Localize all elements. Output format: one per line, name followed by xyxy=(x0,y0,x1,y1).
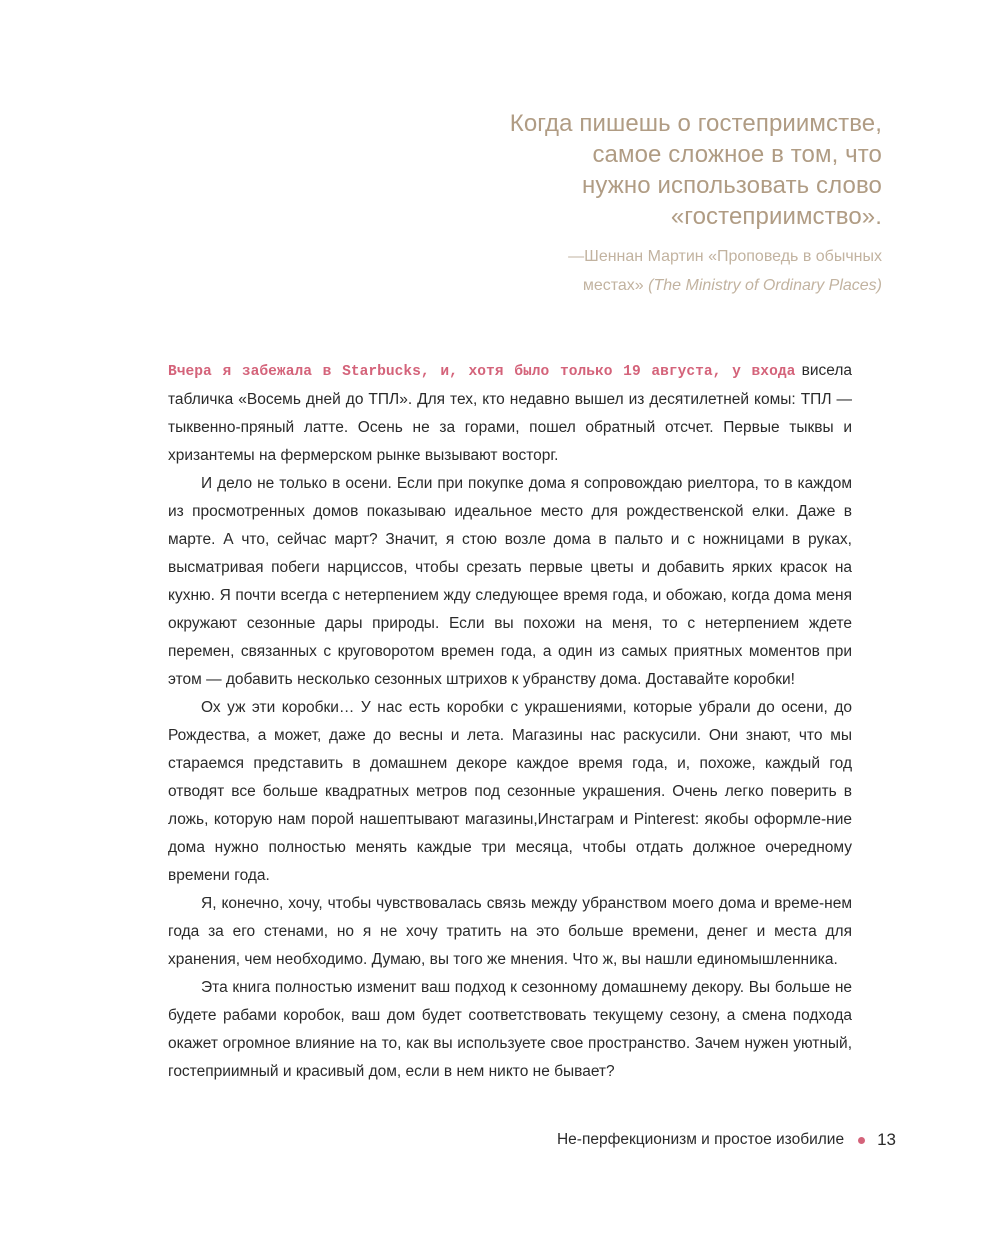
attribution-line-2 xyxy=(362,271,882,300)
paragraph-1 xyxy=(168,357,852,470)
epigraph-quote-line: «гостеприимство». xyxy=(670,203,882,230)
paragraph-2: И дело не только в осени. Если при покупке дома я сопровождаю риелтора, то в каждом из просмотренных домов показываю идеальное место для рождественской елки. Даже в марте. А что, сейчас март? Значит, я стою возле дома в пальто и с ножницами в руках, высматривая побеги нарциссов, чтобы срезать первые цветы и добавить ярких красок на кухню. Я почти всегда с нетерпением жду следующее время года, и обожаю, когда дома меня окружают сезонные дары природы. Если вы похожи на меня, то с нетерпением ждете перемен, связанных с круговоротом времен года, а один из самых приятных моментов при этом — добавить несколько сезонных штрихов к убранству дома. Доставайте коробки! xyxy=(168,475,852,688)
lead-in: Вчера я забежала в Starbucks, и, хотя было только 19 августа, у входа xyxy=(168,364,796,380)
page-footer xyxy=(557,1130,896,1150)
epigraph-quote-line: нужно использовать слово xyxy=(582,172,882,199)
page-number: 13 xyxy=(877,1130,896,1149)
epigraph-quote-line: Когда пишешь о гостеприимстве, xyxy=(509,110,882,137)
attribution-original-title: (The Ministry of Ordinary Places) xyxy=(648,277,882,294)
bullet-dot-icon xyxy=(858,1137,865,1144)
epigraph-quote-line: самое сложное в том, что xyxy=(592,141,882,168)
paragraph-4: Я, конечно, хочу, чтобы чувствовалась связь между убранством моего дома и време-нем года за его стенами, но я не хочу тратить на это больше времени, денег и места для хранения, чем необходимо. Думаю, вы того же мнения. Что ж, вы нашли единомышленника. xyxy=(168,895,852,968)
epigraph-attribution xyxy=(362,242,882,300)
attribution-line-1: —Шеннан Мартин «Проповедь в обычных xyxy=(568,248,882,265)
paragraph-3: Ох уж эти коробки… У нас есть коробки с украшениями, которые убрали до осени, до Рождества, а может, даже до весны и лета. Магазины нас раскусили. Они знают, что мы стараемся представить в домашнем декоре каждое время года, и, похоже, каждый год отводят все больше квадратных метров под сезонные украшения. Очень легко поверить в ложь, которую нам порой нашептывают магазины,Инстаграм и Pinterest: якобы оформле-ние дома нужно полностью менять каждые три месяца, чтобы отдать должное очередному времени года. xyxy=(168,699,852,884)
paragraph-1-text: висела табличка «Восемь дней до ТПЛ». Для тех, кто недавно вышел из десятилетней комы: ТПЛ — тыквенно-пряный латте. Осень не за горами, пошел обратный отсчет. Первые тыквы и хризантемы на фермерском рынке вызывают восторг. xyxy=(168,362,852,464)
paragraph-5: Эта книга полностью изменит ваш подход к сезонному домашнему декору. Вы больше не будете рабами коробок, ваш дом будет соответствовать текущему сезону, а смена подхода окажет огромное влияние на то, как вы используете свое пространство. Зачем нужен уютный, гостеприимный и красивый дом, если в нем никто не бывает? xyxy=(168,979,852,1080)
epigraph xyxy=(362,108,882,300)
running-title: Не-перфекционизм и простое изобилие xyxy=(556,1131,845,1148)
body-text xyxy=(168,357,852,1086)
attribution-prefix: местах» xyxy=(582,277,644,294)
